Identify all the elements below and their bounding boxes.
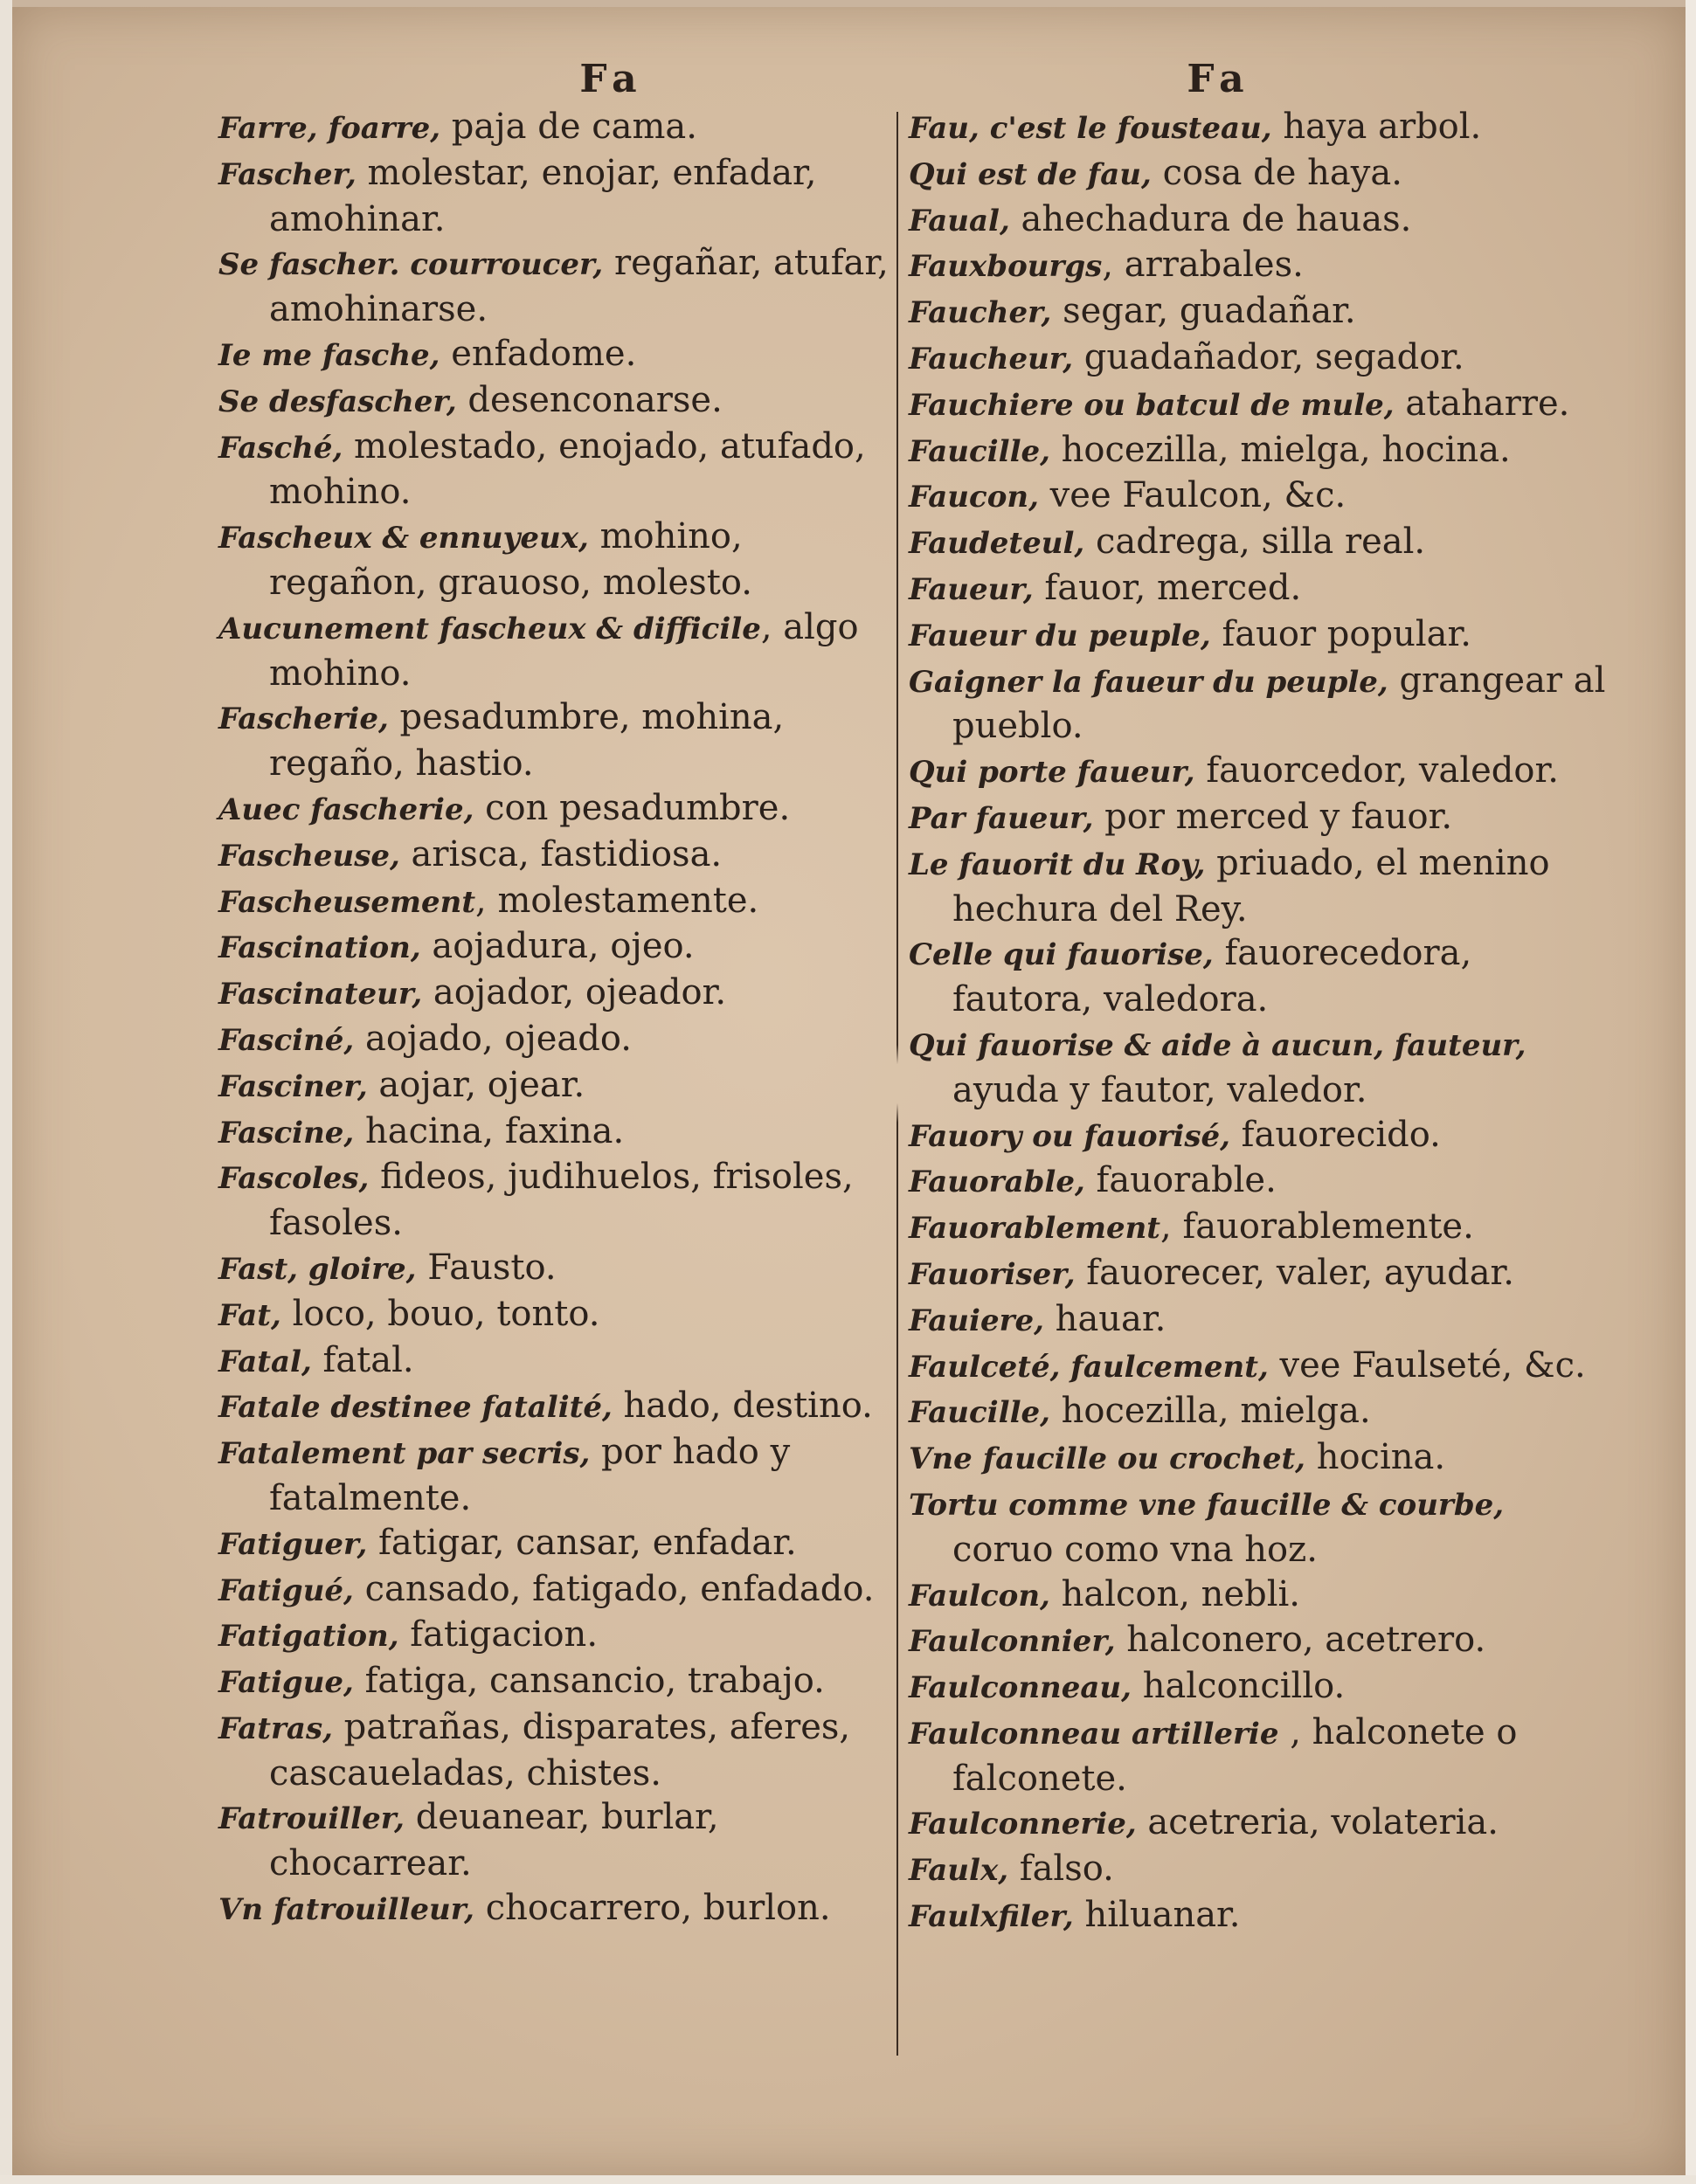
dictionary-entry — [218, 1567, 900, 1614]
entry-headword: Fauiere, — [909, 1303, 1044, 1338]
entry-headword: Fascine, — [218, 1115, 355, 1151]
dictionary-entry — [909, 1572, 1608, 1619]
entry-translation: loco, bouo, tonto. — [280, 1293, 600, 1334]
dictionary-entry — [218, 971, 900, 1017]
entry-headword: Fascinateur, — [218, 977, 423, 1013]
entry-translation: pesadumbre, mohina, regaño, hastio. — [269, 697, 785, 784]
dictionary-entry — [218, 1659, 900, 1705]
dictionary-entry — [218, 1109, 900, 1156]
entry-translation: fatiga, cansancio, trabajo. — [353, 1661, 825, 1702]
entry-translation: guadañador, segador. — [1073, 336, 1464, 377]
dictionary-entry — [909, 151, 1608, 197]
dictionary-entry — [909, 1389, 1608, 1435]
dictionary-entry — [218, 1338, 900, 1385]
dictionary-entry — [218, 1292, 900, 1338]
right-column — [909, 54, 1608, 1939]
dictionary-entry — [909, 105, 1608, 151]
entry-translation: ayuda y fautor, valedor. — [952, 1069, 1367, 1110]
entry-translation: haya arbol. — [1271, 107, 1482, 147]
entry-headword: Tortu comme vne faucille & courbe, — [909, 1487, 1505, 1523]
entry-headword: Faual, — [909, 203, 1010, 238]
dictionary-entry — [909, 1893, 1608, 1939]
page-edge-left — [0, 0, 12, 2184]
entry-headword: Fatrouiller, — [218, 1801, 405, 1837]
entry-translation: , arrabales. — [1102, 245, 1304, 286]
entry-translation: fauorecedora, fautora, valedora. — [952, 933, 1472, 1020]
entry-translation: hocezilla, mielga, hocina. — [1049, 429, 1511, 470]
entry-translation: fatal. — [311, 1339, 414, 1380]
dictionary-entry — [218, 1705, 900, 1796]
entry-headword: Faulconneau artillerie — [909, 1716, 1279, 1752]
dictionary-entry — [909, 1664, 1608, 1711]
dictionary-entry — [909, 243, 1608, 289]
left-running-head: Fa — [579, 57, 644, 101]
dictionary-entry — [218, 695, 900, 786]
entry-headword: Fatras, — [218, 1711, 333, 1746]
dictionary-entry — [909, 1618, 1608, 1664]
column-divider — [896, 112, 898, 2056]
left-entries — [218, 105, 900, 1932]
dictionary-entry — [909, 931, 1608, 1022]
dictionary-entry — [909, 197, 1608, 244]
entry-headword: Fatal, — [218, 1344, 312, 1379]
entry-translation: grangear al pueblo. — [952, 660, 1606, 747]
dictionary-entry — [909, 1251, 1608, 1297]
dictionary-entry — [218, 833, 900, 879]
entry-translation: aojador, ojeador. — [422, 972, 727, 1013]
entry-headword: Auec fascherie, — [218, 791, 474, 827]
entry-headword: Aucunement fascheux & difficile — [218, 611, 761, 646]
entry-headword: Fauory ou fauorisé, — [909, 1118, 1230, 1154]
dictionary-entry — [909, 795, 1608, 841]
dictionary-entry — [218, 1063, 900, 1109]
dictionary-entry — [218, 924, 900, 971]
entry-translation: halcon, nebli. — [1049, 1573, 1301, 1614]
dictionary-entry — [218, 151, 900, 242]
dictionary-entry — [218, 515, 900, 605]
entry-translation: hocezilla, mielga. — [1049, 1391, 1371, 1432]
entry-translation: cadrega, silla real. — [1084, 522, 1426, 563]
entry-translation: por hado y fatalmente. — [269, 1432, 791, 1518]
entry-translation: hocina. — [1305, 1437, 1446, 1478]
entry-translation: chocarrero, burlon. — [474, 1888, 831, 1929]
entry-headword: Faudeteul, — [909, 526, 1085, 562]
entry-translation: Fausto. — [416, 1247, 557, 1288]
entry-headword: Fast, gloire, — [218, 1251, 417, 1287]
entry-translation: falso. — [1008, 1849, 1114, 1890]
dictionary-entry — [909, 289, 1608, 335]
entry-headword: Ie me fasche, — [218, 337, 440, 373]
entry-translation: por merced y fauor. — [1093, 796, 1453, 837]
entry-translation: halconero, acetrero. — [1115, 1620, 1486, 1661]
dictionary-entry — [909, 1711, 1608, 1801]
dictionary-entry — [218, 879, 900, 925]
entry-headword: Faucon, — [909, 480, 1039, 515]
entry-headword: Faulconnerie, — [909, 1807, 1137, 1842]
entry-headword: Par faueur, — [909, 800, 1094, 836]
entry-headword: Fat, — [218, 1297, 281, 1333]
dictionary-entry — [909, 335, 1608, 382]
dictionary-entry — [909, 749, 1608, 795]
entry-translation: hauar. — [1043, 1298, 1166, 1339]
dictionary-entry — [909, 473, 1608, 520]
entry-headword: Fascoles, — [218, 1161, 370, 1197]
dictionary-entry — [909, 1158, 1608, 1205]
dictionary-entry — [909, 566, 1608, 612]
entry-translation: cosa de haya. — [1151, 152, 1402, 193]
entry-translation: hiluanar. — [1073, 1895, 1241, 1936]
entry-headword: Fatale destinee fatalité, — [218, 1390, 613, 1426]
dictionary-entry — [218, 1246, 900, 1292]
entry-translation: aojado, ojeado. — [354, 1018, 632, 1059]
entry-headword: Fascherie, — [218, 702, 389, 737]
entry-translation: , fauorablemente. — [1160, 1206, 1474, 1248]
entry-translation: regañar, atufar, amohinarse. — [269, 243, 889, 330]
entry-translation: fatigacion. — [398, 1614, 599, 1655]
dictionary-entry — [909, 1435, 1608, 1482]
page-edge-right — [1686, 0, 1696, 2184]
dictionary-entry — [909, 428, 1608, 474]
entry-headword: Fauorablement — [909, 1211, 1161, 1247]
entry-headword: Vne faucille ou crochet, — [909, 1441, 1305, 1477]
entry-translation: fauor popular. — [1210, 613, 1471, 654]
dictionary-entry — [909, 841, 1608, 932]
entry-headword: Faucher, — [909, 295, 1052, 331]
dictionary-entry — [218, 425, 900, 515]
entry-translation: hado, destino. — [612, 1386, 873, 1427]
entry-headword: Faulconneau, — [909, 1670, 1132, 1706]
right-running-head: Fa — [1187, 57, 1251, 101]
entry-headword: Fauoriser, — [909, 1256, 1076, 1292]
entry-translation: paja de cama. — [440, 107, 697, 147]
entry-translation: vee Faulcon, &c. — [1038, 475, 1346, 516]
dictionary-entry — [218, 1155, 900, 1246]
entry-translation: priuado, el menino hechura del Rey. — [952, 842, 1550, 930]
dictionary-entry — [909, 612, 1608, 659]
entry-headword: Faueur du peuple, — [909, 618, 1211, 653]
entry-headword: Faucille, — [909, 1395, 1050, 1431]
entry-headword: Vn fatrouilleur, — [218, 1892, 474, 1928]
entry-translation: deuanear, burlar, chocarrear. — [269, 1797, 719, 1884]
right-entries — [909, 105, 1608, 1939]
entry-headword: Farre, foarre, — [218, 111, 441, 146]
entry-headword: Fauorable, — [909, 1165, 1085, 1200]
entry-headword: Fasché, — [218, 430, 343, 466]
entry-headword: Faulceté, faulcement, — [909, 1349, 1269, 1385]
dictionary-entry — [909, 1800, 1608, 1847]
entry-headword: Fascher, — [218, 156, 357, 192]
dictionary-entry — [218, 1017, 900, 1063]
entry-headword: Faulxfiler, — [909, 1899, 1074, 1935]
entry-translation: fauor, merced. — [1033, 567, 1302, 608]
entry-headword: Fascheuse, — [218, 838, 400, 874]
entry-translation: con pesadumbre. — [474, 787, 791, 828]
entry-headword: Fasciné, — [218, 1022, 355, 1058]
entry-translation: arisca, fastidiosa. — [399, 833, 723, 874]
dictionary-entry — [218, 332, 900, 378]
dictionary-entry — [909, 1113, 1608, 1159]
entry-headword: Se desfascher, — [218, 384, 457, 419]
entry-translation: , halconete o falconete. — [952, 1711, 1518, 1799]
dictionary-entry — [218, 1384, 900, 1430]
entry-headword: Faucille, — [909, 433, 1050, 469]
entry-headword: Qui fauorise & aide à aucun, fauteur, — [909, 1027, 1526, 1063]
dictionary-entry — [909, 1847, 1608, 1893]
dictionary-entry — [218, 1430, 900, 1521]
entry-headword: Qui est de fau, — [909, 156, 1152, 192]
entry-translation: patrañas, disparates, aferes, cascaueladas, chistes. — [269, 1706, 851, 1794]
entry-translation: desenconarse. — [456, 379, 723, 420]
entry-headword: Faucheur, — [909, 341, 1074, 377]
entry-headword: Qui porte faueur, — [909, 755, 1195, 791]
dictionary-entry — [218, 378, 900, 425]
entry-translation: , algo mohino. — [269, 606, 859, 694]
dictionary-entry — [909, 1022, 1608, 1113]
entry-translation: , molestamente. — [475, 880, 759, 921]
entry-headword: Fatigation, — [218, 1619, 399, 1655]
entry-headword: Fatalement par secris, — [218, 1436, 591, 1472]
entry-translation: fauorcedor, valedor. — [1194, 750, 1559, 791]
left-column — [218, 54, 900, 1932]
entry-headword: Faulx, — [909, 1853, 1009, 1889]
dictionary-entry — [218, 241, 900, 332]
entry-translation: coruo como vna hoz. — [952, 1529, 1318, 1570]
entry-translation: hacina, faxina. — [354, 1110, 625, 1151]
entry-headword: Faulconnier, — [909, 1624, 1116, 1660]
entry-headword: Fatiguer, — [218, 1526, 368, 1562]
dictionary-entry — [909, 659, 1608, 750]
dictionary-entry — [909, 1205, 1608, 1251]
dictionary-entry — [218, 786, 900, 833]
entry-headword: Fauxbourgs — [909, 249, 1103, 285]
entry-translation: ahechadura de hauas. — [1009, 198, 1412, 239]
entry-headword: Fauchiere ou batcul de mule, — [909, 387, 1395, 423]
dictionary-entry — [218, 1613, 900, 1659]
dictionary-entry — [909, 1482, 1608, 1572]
entry-translation: fauorecido. — [1229, 1114, 1441, 1155]
dictionary-entry — [218, 605, 900, 696]
entry-headword: Fascheux & ennuyeux, — [218, 521, 589, 556]
entry-headword: Fatigué, — [218, 1572, 354, 1608]
entry-translation: molestar, enojar, enfadar, amohinar. — [269, 152, 817, 239]
entry-headword: Fascination, — [218, 930, 421, 966]
entry-headword: Fatigue, — [218, 1665, 354, 1701]
dictionary-entry — [909, 382, 1608, 428]
dictionary-entry — [909, 1344, 1608, 1390]
entry-translation: fideos, judihuelos, frisoles, fasoles. — [269, 1157, 854, 1244]
entry-translation: halconcillo. — [1131, 1666, 1346, 1707]
entry-translation: acetreria, volateria. — [1136, 1802, 1499, 1843]
dictionary-entry — [909, 1297, 1608, 1344]
entry-translation: fatigar, cansar, enfadar. — [367, 1522, 797, 1563]
dictionary-entry — [218, 1521, 900, 1567]
entry-headword: Faueur, — [909, 571, 1034, 607]
dictionary-entry — [218, 1886, 900, 1932]
entry-translation: fauorable. — [1084, 1160, 1277, 1201]
page-edge-bottom — [0, 2175, 1696, 2184]
entry-headword: Fasciner, — [218, 1068, 368, 1104]
entry-headword: Faulcon, — [909, 1578, 1050, 1614]
entry-translation: enfadome. — [440, 333, 637, 374]
entry-headword: Fau, c'est le fousteau, — [909, 111, 1272, 146]
dictionary-entry — [218, 1795, 900, 1886]
entry-headword: Se fascher. courroucer, — [218, 247, 604, 283]
entry-translation: aojar, ojear. — [367, 1064, 585, 1105]
entry-translation: fauorecer, valer, ayudar. — [1075, 1252, 1514, 1293]
entry-translation: cansado, fatigado, enfadado. — [353, 1568, 875, 1609]
entry-headword: Fascheusement — [218, 884, 476, 920]
entry-headword: Le fauorit du Roy, — [909, 847, 1206, 882]
dictionary-entry — [909, 520, 1608, 566]
dictionary-entry — [218, 105, 900, 151]
entry-headword: Gaigner la faueur du peuple, — [909, 664, 1388, 700]
entry-translation: vee Faulseté, &c. — [1268, 1344, 1586, 1386]
entry-translation: segar, guadañar. — [1051, 291, 1356, 332]
entry-translation: mohino, regañon, grauoso, molesto. — [269, 516, 752, 603]
entry-translation: aojadura, ojeo. — [420, 926, 695, 967]
entry-headword: Celle qui fauorise, — [909, 937, 1214, 973]
entry-translation: molestado, enojado, atufado, mohino. — [269, 425, 866, 513]
entry-translation: ataharre. — [1394, 383, 1570, 424]
